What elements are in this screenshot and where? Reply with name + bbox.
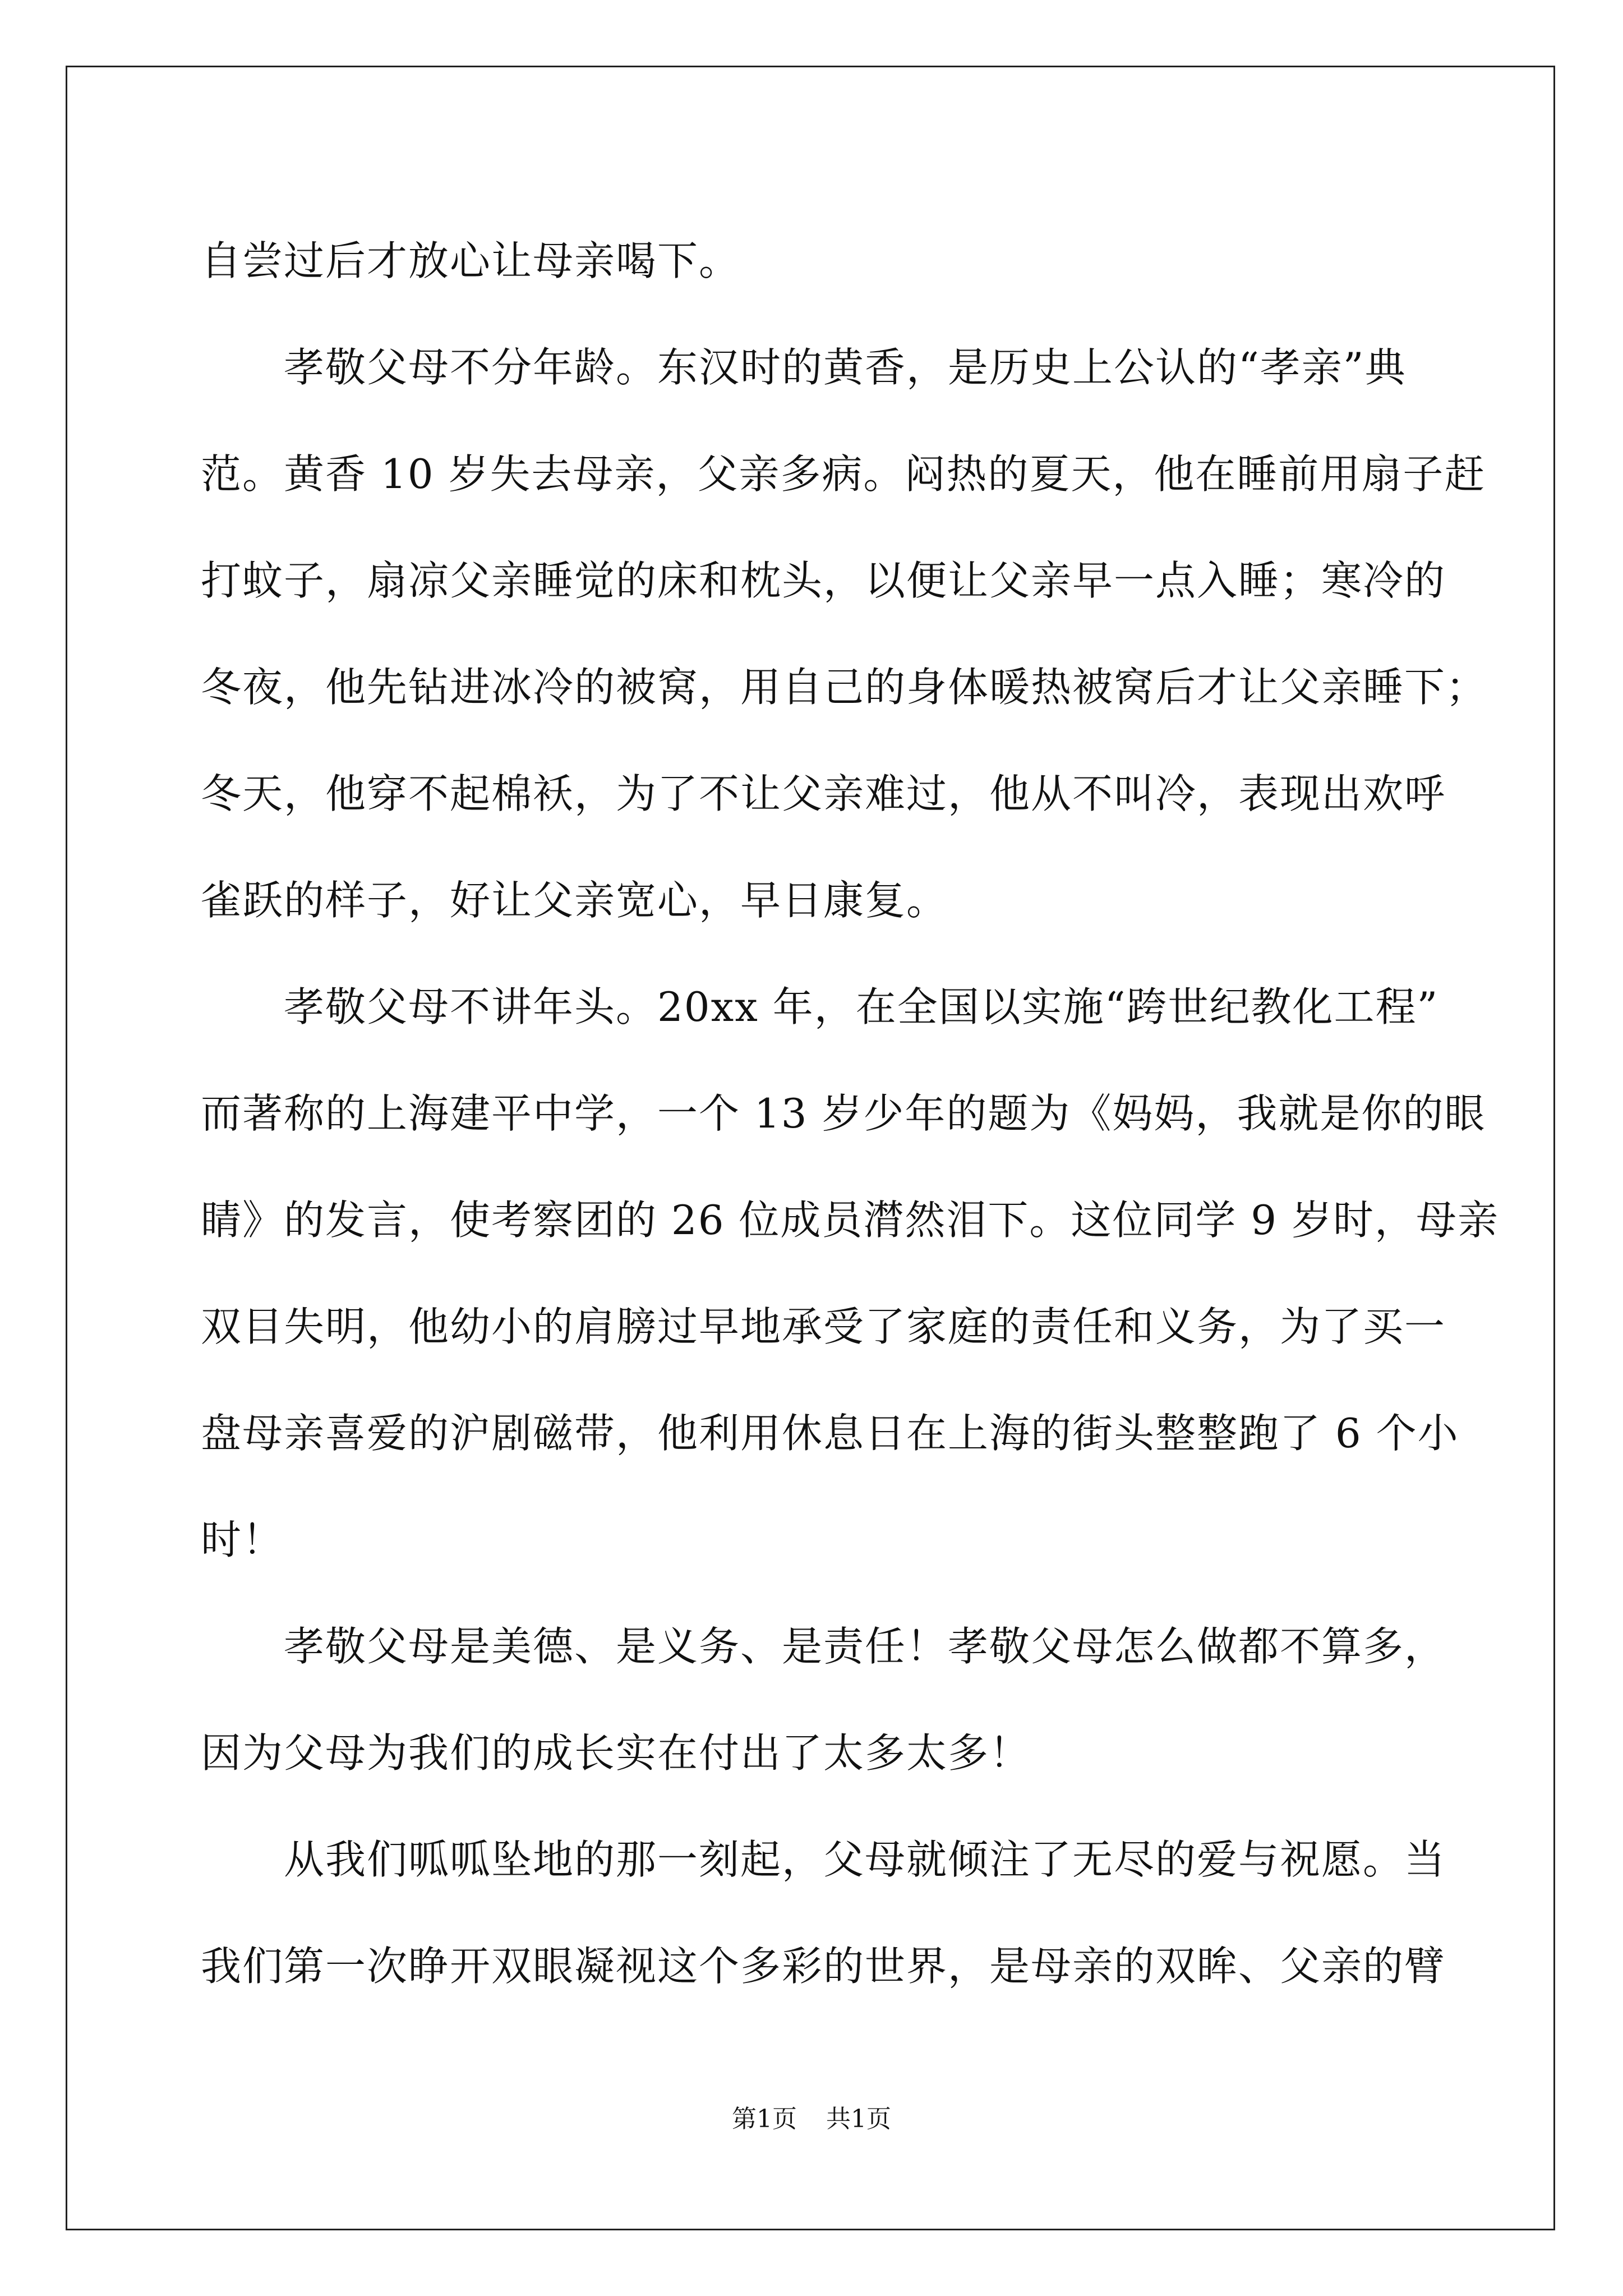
text-line: 时！ (201, 1516, 284, 1563)
paragraph (201, 1593, 1446, 1806)
document-body (201, 208, 1499, 2019)
text-line: 雀跃的样子，好让父亲宽心，早日康复。 (201, 877, 948, 924)
page-footer (0, 2102, 1623, 2136)
text-line: 孝敬父母不讲年头。20xx 年，在全国以实施“跨世纪教化工程” (284, 983, 1439, 1030)
text-line: 范。黄香 10 岁失去母亲，父亲多病。闷热的夏天，他在睡前用扇子赶 (201, 450, 1486, 498)
text-line: 盘母亲喜爱的沪剧磁带，他利用休息日在上海的街头整整跑了 6 个小 (201, 1410, 1459, 1457)
text-line: 睛》的发言，使考察团的 26 位成员潸然泪下。这位同学 9 岁时，母亲 (201, 1197, 1499, 1244)
paragraph (201, 1806, 1446, 2019)
paragraph (201, 314, 1488, 954)
text-line: 我们第一次睁开双眼凝视这个多彩的世界，是母亲的双眸、父亲的臂 (201, 1943, 1446, 1990)
paragraph (201, 954, 1499, 1593)
text-line: 孝敬父母是美德、是义务、是责任！孝敬父母怎么做都不算多， (284, 1623, 1446, 1670)
page-number: 第1页 (732, 2105, 797, 2133)
text-line: 因为父母为我们的成长实在付出了太多太多！ (201, 1729, 1031, 1777)
page-total: 共1页 (826, 2105, 891, 2133)
text-line: 打蚊子，扇凉父亲睡觉的床和枕头，以便让父亲早一点入睡；寒冷的 (201, 557, 1446, 604)
text-line: 从我们呱呱坠地的那一刻起，父母就倾注了无尽的爱与祝愿。当 (284, 1836, 1446, 1883)
text-line: 双目失明，他幼小的肩膀过早地承受了家庭的责任和义务，为了买一 (201, 1303, 1446, 1350)
paragraph (201, 208, 1435, 314)
text-line: 自尝过后才放心让母亲喝下。 (201, 237, 741, 284)
text-line: 冬天，他穿不起棉袄，为了不让父亲难过，他从不叫冷，表现出欢呼 (201, 770, 1446, 817)
text-line: 而著称的上海建平中学，一个 13 岁少年的题为《妈妈，我就是你的眼 (201, 1090, 1486, 1137)
text-line: 孝敬父母不分年龄。东汉时的黄香，是历史上公认的“孝亲”典 (284, 344, 1407, 391)
text-line: 冬夜，他先钻进冰冷的被窝，用自己的身体暖热被窝后才让父亲睡下； (201, 664, 1488, 711)
